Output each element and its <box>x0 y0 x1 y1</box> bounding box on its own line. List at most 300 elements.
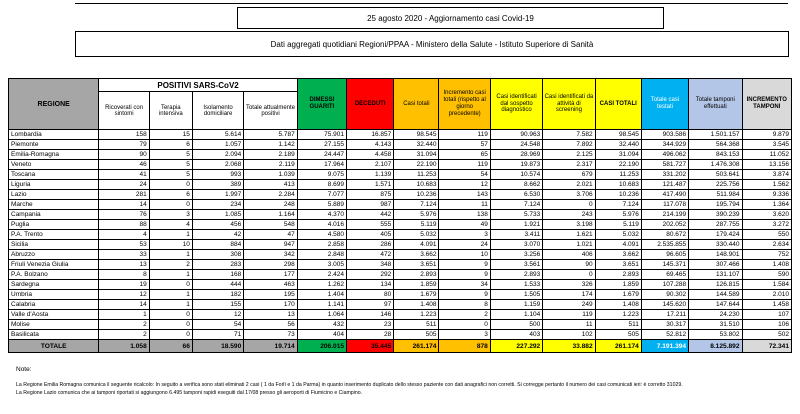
value-cell: 2.284 <box>244 190 297 200</box>
value-cell: 195.794 <box>689 200 742 210</box>
value-cell: 1.085 <box>192 210 243 220</box>
value-cell: 503.641 <box>689 170 742 180</box>
value-cell: 4.143 <box>347 140 394 150</box>
value-cell: 54 <box>439 170 490 180</box>
value-cell: 3.662 <box>595 250 641 260</box>
value-cell: 1.364 <box>742 200 791 210</box>
region-name-cell: Emilia-Romagna <box>9 150 99 160</box>
total-value-cell: 878 <box>439 340 490 353</box>
value-cell: 28 <box>347 330 394 340</box>
value-cell: 5 <box>149 150 192 160</box>
value-cell: 389 <box>192 180 243 190</box>
value-cell: 1.159 <box>490 300 542 310</box>
value-cell: 24 <box>439 240 490 250</box>
value-cell: 13 <box>99 260 149 270</box>
value-cell: 12 <box>99 290 149 300</box>
value-cell: 73 <box>244 330 297 340</box>
value-cell: 9 <box>439 260 490 270</box>
value-cell: 2.893 <box>490 270 542 280</box>
value-cell: 2.119 <box>244 160 297 170</box>
table-row <box>9 280 792 290</box>
value-cell: 15 <box>149 130 192 140</box>
value-cell: 875 <box>347 190 394 200</box>
value-cell: 344.929 <box>641 140 688 150</box>
value-cell: 19 <box>99 280 149 290</box>
value-cell: 3.545 <box>742 140 791 150</box>
value-cell: 3.706 <box>543 190 595 200</box>
value-cell: 6.530 <box>490 190 542 200</box>
value-cell: 65 <box>439 150 490 160</box>
value-cell: 49 <box>439 220 490 230</box>
value-cell: 2 <box>439 310 490 320</box>
value-cell: 202.052 <box>641 220 688 230</box>
value-cell: 182 <box>192 290 243 300</box>
value-cell: 234 <box>192 200 243 210</box>
region-name-cell: P.A. Bolzano <box>9 270 99 280</box>
value-cell: 1.501.157 <box>689 130 742 140</box>
value-cell: 24.548 <box>490 140 542 150</box>
value-cell: 472 <box>347 250 394 260</box>
value-cell: 3.561 <box>490 260 542 270</box>
value-cell: 2.893 <box>394 270 439 280</box>
value-cell: 307.466 <box>689 260 742 270</box>
value-cell: 1.064 <box>297 310 346 320</box>
value-cell: 555 <box>347 220 394 230</box>
table-row <box>9 230 792 240</box>
value-cell: 1.859 <box>394 280 439 290</box>
table-row <box>9 160 792 170</box>
value-cell: 10 <box>439 250 490 260</box>
value-cell: 34 <box>439 280 490 290</box>
value-cell: 243 <box>543 210 595 220</box>
value-cell: 390.239 <box>689 210 742 220</box>
value-cell: 3 <box>439 330 490 340</box>
total-value-cell: 66 <box>149 340 192 353</box>
notes-label: Note: <box>16 366 32 373</box>
value-cell: 0 <box>543 270 595 280</box>
total-value-cell: 261.174 <box>595 340 641 353</box>
value-cell: 80.672 <box>641 230 688 240</box>
value-cell: 98.545 <box>394 130 439 140</box>
table-row <box>9 190 792 200</box>
value-cell: 3.874 <box>742 170 791 180</box>
value-cell: 432 <box>297 320 346 330</box>
table-row <box>9 240 792 250</box>
value-cell: 42 <box>192 230 243 240</box>
value-cell: 119 <box>439 130 490 140</box>
value-cell: 8 <box>99 270 149 280</box>
value-cell: 1.223 <box>595 310 641 320</box>
value-cell: 2.125 <box>543 150 595 160</box>
value-cell: 10.683 <box>394 180 439 190</box>
value-cell: 287.755 <box>689 220 742 230</box>
value-cell: 158 <box>99 130 149 140</box>
value-cell: 348 <box>347 260 394 270</box>
value-cell: 214.199 <box>641 210 688 220</box>
report-subtitle-box <box>75 31 789 57</box>
table-row <box>9 180 792 190</box>
value-cell: 76 <box>99 210 149 220</box>
value-cell: 843.153 <box>689 150 742 160</box>
value-cell: 752 <box>742 250 791 260</box>
value-cell: 1.104 <box>490 310 542 320</box>
table-row <box>9 320 792 330</box>
value-cell: 174 <box>543 290 595 300</box>
region-name-cell: Friuli Venezia Giulia <box>9 260 99 270</box>
value-cell: 281 <box>99 190 149 200</box>
total-row-label: TOTALE <box>9 340 99 353</box>
value-cell: 14 <box>99 200 149 210</box>
value-cell: 286 <box>347 240 394 250</box>
value-cell: 456 <box>192 220 243 230</box>
value-cell: 1 <box>149 250 192 260</box>
value-cell: 7.582 <box>543 130 595 140</box>
value-cell: 1.562 <box>742 180 791 190</box>
value-cell: 24.447 <box>297 150 346 160</box>
value-cell: 1.408 <box>394 300 439 310</box>
value-cell: 5.733 <box>490 210 542 220</box>
value-cell: 22.190 <box>394 160 439 170</box>
region-name-cell: Piemonte <box>9 140 99 150</box>
value-cell: 90 <box>99 150 149 160</box>
total-value-cell: 19.714 <box>244 340 297 353</box>
value-cell: 97 <box>347 300 394 310</box>
value-cell: 7.892 <box>543 140 595 150</box>
value-cell: 330.440 <box>689 240 742 250</box>
value-cell: 7.077 <box>297 190 346 200</box>
value-cell: 5.032 <box>394 230 439 240</box>
value-cell: 7.124 <box>595 200 641 210</box>
value-cell: 96.605 <box>641 250 688 260</box>
value-cell: 102 <box>543 330 595 340</box>
value-cell: 2 <box>99 330 149 340</box>
value-cell: 16.857 <box>347 130 394 140</box>
value-cell: 3.005 <box>297 260 346 270</box>
value-cell: 417.490 <box>641 190 688 200</box>
value-cell: 1.142 <box>244 140 297 150</box>
value-cell: 292 <box>347 270 394 280</box>
value-cell: 2.424 <box>297 270 346 280</box>
value-cell: 8.699 <box>297 180 346 190</box>
column-header-deceduti: DECEDUTI <box>347 79 394 130</box>
value-cell: 145.620 <box>641 300 688 310</box>
value-cell: 884 <box>192 240 243 250</box>
value-cell: 679 <box>543 170 595 180</box>
value-cell: 0 <box>439 320 490 330</box>
value-cell: 4.370 <box>297 210 346 220</box>
value-cell: 2.107 <box>347 160 394 170</box>
value-cell: 47 <box>244 230 297 240</box>
value-cell: 53.802 <box>689 330 742 340</box>
value-cell: 4.458 <box>347 150 394 160</box>
value-cell: 10.236 <box>595 190 641 200</box>
value-cell: 3.272 <box>742 220 791 230</box>
value-cell: 225.756 <box>689 180 742 190</box>
region-name-cell: Lombardia <box>9 130 99 140</box>
value-cell: 405 <box>347 230 394 240</box>
value-cell: 148.901 <box>689 250 742 260</box>
value-cell: 4 <box>99 230 149 240</box>
value-cell: 413 <box>244 180 297 190</box>
value-cell: 6 <box>149 140 192 150</box>
value-cell: 11 <box>439 200 490 210</box>
region-name-cell: Abruzzo <box>9 250 99 260</box>
column-header-casi-totali-riepilogo: CASI TOTALI <box>595 79 641 130</box>
value-cell: 511 <box>394 320 439 330</box>
value-cell: 90.302 <box>641 290 688 300</box>
region-name-cell: P.A. Trento <box>9 230 99 240</box>
total-value-cell: 227.292 <box>490 340 542 353</box>
value-cell: 11.052 <box>742 150 791 160</box>
value-cell: 90.963 <box>490 130 542 140</box>
table-foot <box>9 340 792 353</box>
total-value-cell: 7.191.394 <box>641 340 688 353</box>
value-cell: 54 <box>192 320 243 330</box>
value-cell: 1.476.308 <box>689 160 742 170</box>
value-cell: 1.408 <box>742 260 791 270</box>
value-cell: 3.411 <box>490 230 542 240</box>
value-cell: 10.236 <box>394 190 439 200</box>
total-value-cell: 72.341 <box>742 340 791 353</box>
value-cell: 147.644 <box>689 300 742 310</box>
value-cell: 10.574 <box>490 170 542 180</box>
value-cell: 11.253 <box>394 170 439 180</box>
value-cell: 121.487 <box>641 180 688 190</box>
value-cell: 2 <box>99 320 149 330</box>
value-cell: 5.976 <box>595 210 641 220</box>
table-row <box>9 220 792 230</box>
value-cell: 511 <box>595 320 641 330</box>
table-row <box>9 300 792 310</box>
value-cell: 4.580 <box>297 230 346 240</box>
table-row <box>9 310 792 320</box>
value-cell: 52.812 <box>641 330 688 340</box>
value-cell: 134 <box>347 280 394 290</box>
total-value-cell: 35.445 <box>347 340 394 353</box>
report-title: 25 agosto 2020 - Aggiornamento casi Covid-19 <box>367 13 534 23</box>
region-name-cell: Campania <box>9 210 99 220</box>
value-cell: 2.189 <box>244 150 297 160</box>
value-cell: 308 <box>192 250 243 260</box>
note-emilia-romagna: La Regione Emilia Romagna comunica il seguente ricalcolo: In seguito a verifica sono stati eliminati 2 casi ( 1 da Forlì e 1 da Parma) in quanto inserimento duplicato dello stesso paziente con dati anagrafici non corretti. Si corregge pertanto il numero dei casi comunicati ieri: è corretto 31029. <box>16 382 683 388</box>
value-cell: 5 <box>149 170 192 180</box>
table-row <box>9 330 792 340</box>
value-cell: 56 <box>244 320 297 330</box>
value-cell: 90 <box>543 260 595 270</box>
region-name-cell: Sicilia <box>9 240 99 250</box>
value-cell: 0 <box>149 320 192 330</box>
value-cell: 144.589 <box>689 290 742 300</box>
value-cell: 987 <box>347 200 394 210</box>
value-cell: 17.964 <box>297 160 346 170</box>
value-cell: 19.873 <box>490 160 542 170</box>
value-cell: 5.976 <box>394 210 439 220</box>
value-cell: 1 <box>149 230 192 240</box>
value-cell: 4 <box>149 220 192 230</box>
value-cell: 9 <box>439 290 490 300</box>
value-cell: 24.230 <box>689 310 742 320</box>
value-cell: 4.091 <box>394 240 439 250</box>
value-cell: 406 <box>543 250 595 260</box>
region-name-cell: Sardegna <box>9 280 99 290</box>
table-row <box>9 150 792 160</box>
value-cell: 107.288 <box>641 280 688 290</box>
value-cell: 2.634 <box>742 240 791 250</box>
value-cell: 2.094 <box>192 150 243 160</box>
value-cell: 505 <box>394 330 439 340</box>
value-cell: 7.124 <box>490 200 542 210</box>
report-title-box <box>237 7 664 29</box>
column-header-totale-tamponi: Totale tamponi effettuati <box>689 79 742 130</box>
value-cell: 993 <box>192 170 243 180</box>
value-cell: 24 <box>99 180 149 190</box>
value-cell: 11 <box>543 320 595 330</box>
value-cell: 155 <box>192 300 243 310</box>
value-cell: 32.440 <box>595 140 641 150</box>
value-cell: 1.859 <box>595 280 641 290</box>
column-header-incremento-tamponi: INCREMENTO TAMPONI <box>742 79 791 130</box>
table-row <box>9 270 792 280</box>
region-name-cell: Umbria <box>9 290 99 300</box>
value-cell: 9 <box>439 270 490 280</box>
value-cell: 564.368 <box>689 140 742 150</box>
value-cell: 5.119 <box>595 220 641 230</box>
value-cell: 548 <box>244 220 297 230</box>
value-cell: 590 <box>742 270 791 280</box>
value-cell: 195 <box>244 290 297 300</box>
value-cell: 79 <box>99 140 149 150</box>
value-cell: 444 <box>192 280 243 290</box>
covid-region-table <box>8 78 792 353</box>
value-cell: 2.848 <box>297 250 346 260</box>
value-cell: 0 <box>149 200 192 210</box>
value-cell: 1 <box>149 270 192 280</box>
value-cell: 13.156 <box>742 160 791 170</box>
column-header-ricoverati-con-sintomi: Ricoverati con sintomi <box>99 92 149 130</box>
value-cell: 581.727 <box>641 160 688 170</box>
value-cell: 331.202 <box>641 170 688 180</box>
note-lazio: La Regione Lazio comunica che ai tamponi riportati si aggiungono 6.495 tamponi rapidi eseguiti dal 17/08 presso gli aeroporti di Fiumicino e Ciampino. <box>16 390 363 396</box>
value-cell: 3 <box>439 230 490 240</box>
value-cell: 143 <box>439 190 490 200</box>
value-cell: 53 <box>99 240 149 250</box>
value-cell: 31.094 <box>394 150 439 160</box>
value-cell: 119 <box>543 310 595 320</box>
value-cell: 5 <box>149 160 192 170</box>
value-cell: 0 <box>543 200 595 210</box>
value-cell: 1 <box>99 310 149 320</box>
value-cell: 46 <box>99 160 149 170</box>
value-cell: 41 <box>99 170 149 180</box>
value-cell: 6 <box>149 190 192 200</box>
region-name-cell: Veneto <box>9 160 99 170</box>
value-cell: 22.190 <box>595 160 641 170</box>
value-cell: 9.336 <box>742 190 791 200</box>
value-cell: 511.984 <box>689 190 742 200</box>
total-value-cell: 8.125.892 <box>689 340 742 353</box>
header-top-rule <box>75 3 788 4</box>
value-cell: 1.584 <box>742 280 791 290</box>
column-header-totale-casi-testati: Totale casi testati <box>641 79 688 130</box>
value-cell: 3.662 <box>394 250 439 260</box>
value-cell: 3 <box>149 210 192 220</box>
value-cell: 5.032 <box>595 230 641 240</box>
value-cell: 903.586 <box>641 130 688 140</box>
column-header-totale-attualmente-positivi: Totale attualmente positivi <box>244 92 297 130</box>
value-cell: 505 <box>595 330 641 340</box>
value-cell: 30.317 <box>641 320 688 330</box>
region-name-cell: Marche <box>9 200 99 210</box>
column-header-casi-screening: Casi identificati da attività di screening <box>543 79 595 130</box>
value-cell: 145.371 <box>641 260 688 270</box>
value-cell: 170 <box>244 300 297 310</box>
value-cell: 3.256 <box>490 250 542 260</box>
value-cell: 117.078 <box>641 200 688 210</box>
value-cell: 1.458 <box>742 300 791 310</box>
table-row <box>9 130 792 140</box>
value-cell: 2.010 <box>742 290 791 300</box>
value-cell: 28.969 <box>490 150 542 160</box>
total-value-cell: 18.590 <box>192 340 243 353</box>
value-cell: 502 <box>742 330 791 340</box>
value-cell: 1.057 <box>192 140 243 150</box>
value-cell: 2.535.855 <box>641 240 688 250</box>
value-cell: 463 <box>244 280 297 290</box>
value-cell: 9.879 <box>742 130 791 140</box>
region-name-cell: Puglia <box>9 220 99 230</box>
table-row <box>9 200 792 210</box>
value-cell: 1.571 <box>347 180 394 190</box>
value-cell: 1.505 <box>490 290 542 300</box>
value-cell: 131.107 <box>689 270 742 280</box>
value-cell: 249 <box>543 300 595 310</box>
region-name-cell: Valle d'Aosta <box>9 310 99 320</box>
value-cell: 1.141 <box>297 300 346 310</box>
total-value-cell: 1.058 <box>99 340 149 353</box>
value-cell: 0 <box>149 310 192 320</box>
value-cell: 3.198 <box>543 220 595 230</box>
value-cell: 1.921 <box>490 220 542 230</box>
column-header-terapia-intensiva: Terapia intensiva <box>149 92 192 130</box>
value-cell: 33 <box>99 250 149 260</box>
region-name-cell: Calabria <box>9 300 99 310</box>
value-cell: 0 <box>149 280 192 290</box>
value-cell: 1.139 <box>347 170 394 180</box>
value-cell: 23 <box>347 320 394 330</box>
total-value-cell: 33.882 <box>543 340 595 353</box>
value-cell: 2.317 <box>543 160 595 170</box>
value-cell: 5.614 <box>192 130 243 140</box>
value-cell: 9.075 <box>297 170 346 180</box>
value-cell: 31.510 <box>689 320 742 330</box>
region-name-cell: Liguria <box>9 180 99 190</box>
table-row <box>9 140 792 150</box>
value-cell: 10.683 <box>595 180 641 190</box>
value-cell: 3.651 <box>595 260 641 270</box>
value-cell: 2.893 <box>595 270 641 280</box>
column-header-regione: REGIONE <box>9 79 99 130</box>
value-cell: 947 <box>244 240 297 250</box>
value-cell: 550 <box>742 230 791 240</box>
value-cell: 0 <box>149 330 192 340</box>
value-cell: 8 <box>439 300 490 310</box>
value-cell: 2.858 <box>297 240 346 250</box>
value-cell: 5.889 <box>297 200 346 210</box>
value-cell: 1.404 <box>297 290 346 300</box>
value-cell: 88 <box>99 220 149 230</box>
report-subtitle: Dati aggregati quotidiani Regioni/PPAA - Ministero della Salute - Istituto Superiore di Sanità <box>270 39 594 49</box>
value-cell: 4.016 <box>297 220 346 230</box>
